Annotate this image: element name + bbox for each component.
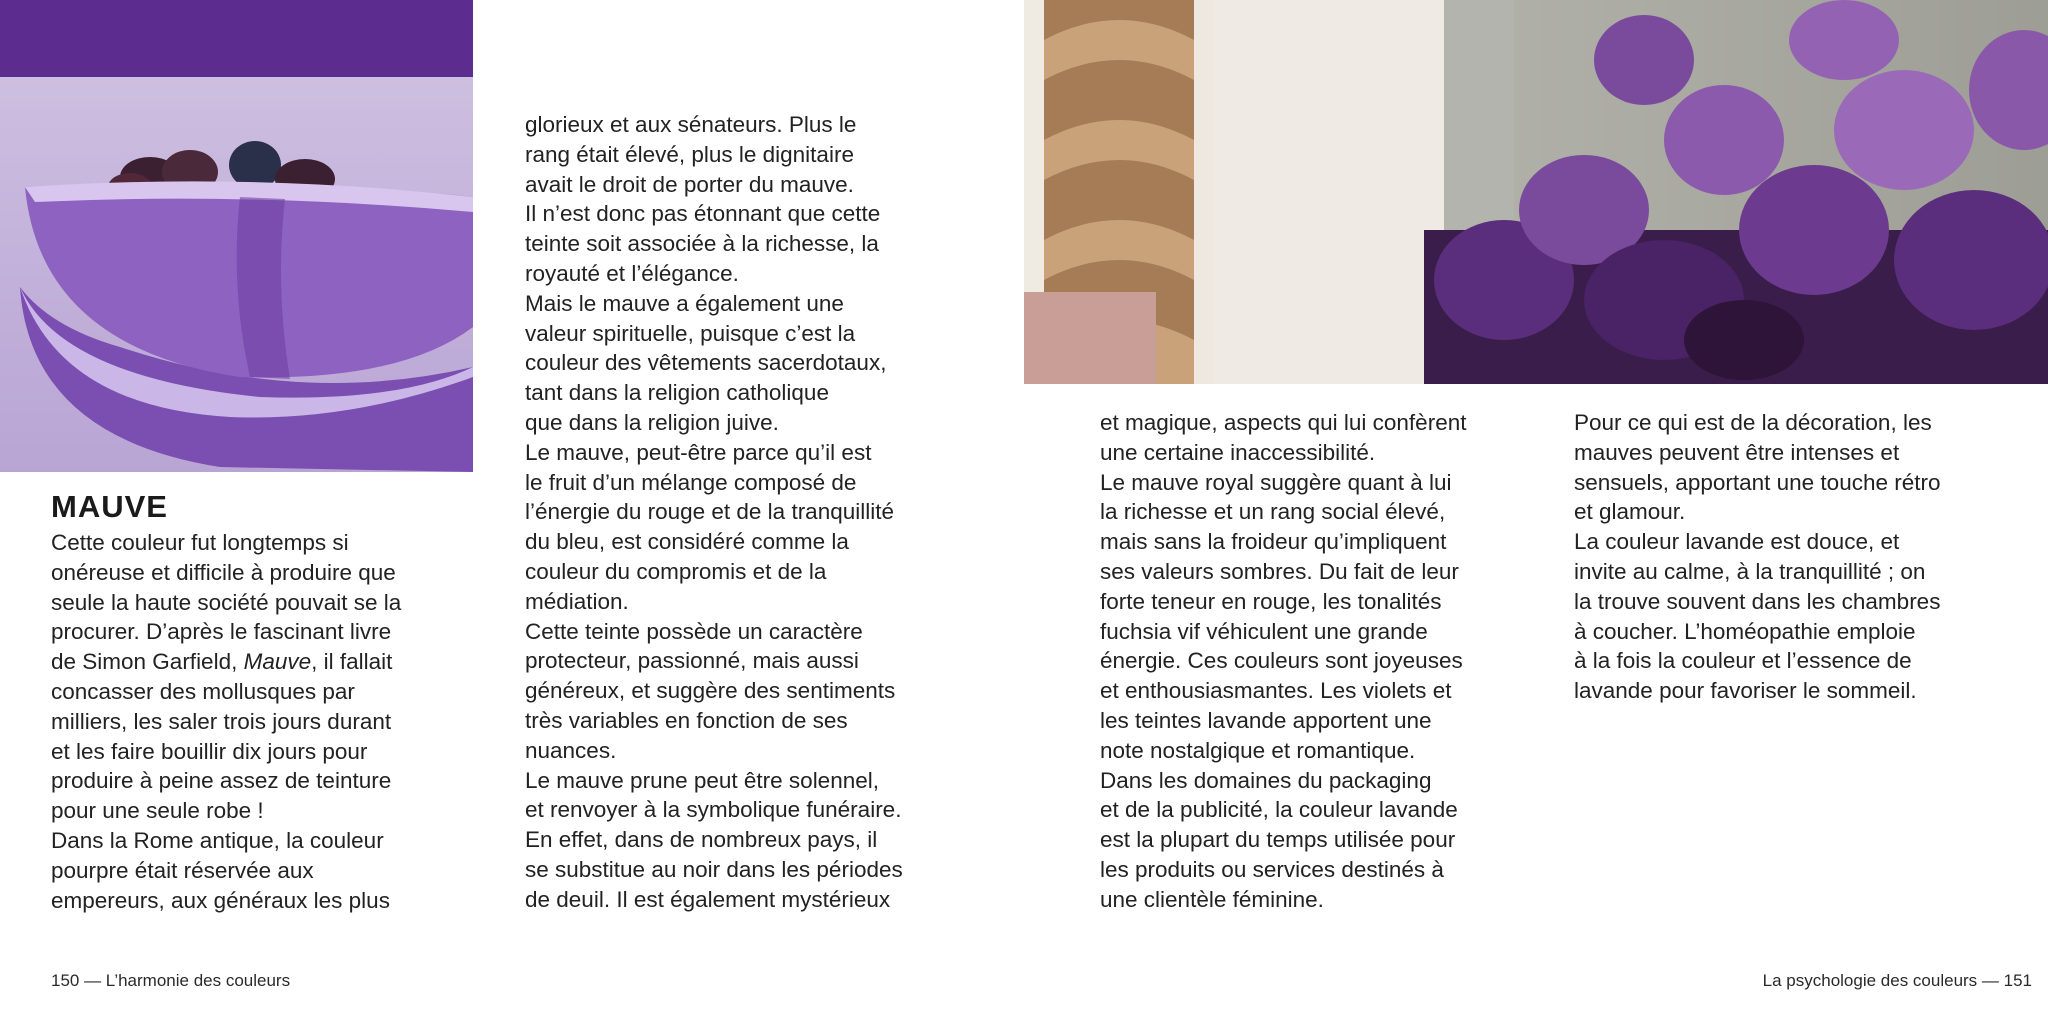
text-column-2: glorieux et aux sénateurs. Plus le rang était élevé, plus le dignitaire avait le droit de porter du mauve. Il n’est donc pas étonnant que cette teinte soit associée à la richesse, la royauté et l’élégance. Mais le mauve a également une valeur spirituelle, puisque c’est la couleur des vêtements sacerdotaux, tant dans la religion catholique que dans la religion juive. Le mauve, peut-être parce qu’il est le fruit d’un mélange composé de l’énergie du rouge et de la tranquillité du bleu, est considéré comme la couleur du compromis et de la médiation. Cette teinte possède un caractère protecteur, passionné, mais aussi généreux, et suggère des sentiments très variables en fonction de ses nuances. Le mauve prune peut être solennel, et renvoyer à la symbolique funéraire. En effet, dans de nombreux pays, il se substitue au noir dans les périodes de deuil. Il est également mystérieux	[525, 112, 903, 912]
text-column-4: Pour ce qui est de la décoration, les mauves peuvent être intenses et sensuels, apportant une touche rétro et glamour. La couleur lavande est douce, et invite au calme, à la tranquillité ; on la trouve souvent dans les chambres à coucher. L’homéopathie emploie à la fois la couleur et l’essence de lavande pour favoriser le sommeil.	[1574, 410, 1941, 704]
text-column-1	[51, 528, 471, 915]
bowls-illustration	[0, 77, 473, 472]
sweet-peas-photo	[1024, 0, 2048, 384]
purple-bowls-photo	[0, 77, 473, 472]
text-column-3: et magique, aspects qui lui confèrent une certaine inaccessibilité. Le mauve royal suggère quant à lui la richesse et un rang social élevé, mais sans la froideur qu’impliquent ses valeurs sombres. Du fait de leur forte teneur en rouge, les tonalités fuchsia vif véhiculent une grande énergie. Ces couleurs sont joyeuses et enthousiasmantes. Les violets et les teintes lavande apportent une note nostalgique et romantique. Dans les domaines du packaging et de la publicité, la couleur lavande est la plupart du temps utilisée pour les produits ou services destinés à une clientèle féminine.	[1100, 410, 1467, 912]
book-title-italic: Mauve	[243, 649, 312, 675]
pink-swatch	[1024, 292, 1156, 384]
footer-left-page-number: 150 — L’harmonie des couleurs	[51, 971, 291, 990]
col1-text-start: Cette couleur fut longtemps si onéreuse et difficile à produire que seule la haute société pouvait se la procurer. D’après le fascinant livre de Simon Garfield,	[51, 530, 402, 675]
flowers-illustration	[1024, 0, 2048, 384]
footer-right-page-number: La psychologie des couleurs — 151	[1762, 971, 2032, 990]
page-heading: MAUVE	[51, 489, 168, 524]
purple-color-band	[0, 0, 473, 77]
col1-text-end: , il fallait concasser des mollusques par milliers, les saler trois jours durant et les faire bouillir dix jours pour produire à peine assez de teinture pour une seule robe ! Dans la Rome antique, la couleur pourpre était réservée aux empereurs, aux généraux les plus	[51, 649, 393, 913]
